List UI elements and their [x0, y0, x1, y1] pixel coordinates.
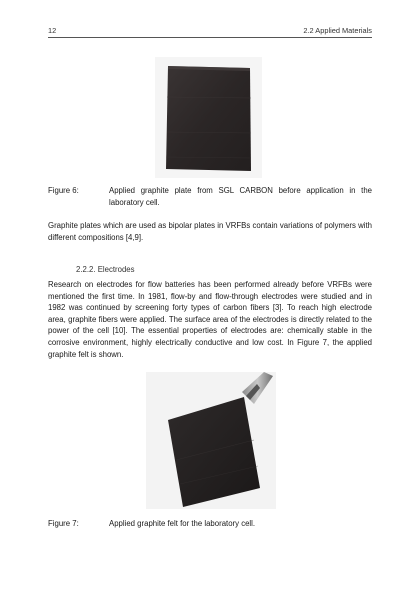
paragraph-bipolar-plates: Graphite plates which are used as bipolar plates in VRFBs contain variations of polymers with different compositions [4,9].	[48, 221, 372, 242]
figure-7-label: Figure 7:	[48, 519, 79, 528]
graphite-plate-image	[155, 57, 262, 178]
page-number: 12	[48, 26, 57, 35]
graphite-felt-image	[146, 372, 276, 509]
graphite-plate-photo	[155, 57, 262, 178]
figure-6-text: Applied graphite plate from SGL CARBON before application in the laboratory cell.	[109, 186, 372, 207]
page-header	[48, 25, 372, 37]
figure-7-caption	[48, 518, 372, 530]
subsection-number: 2.2.2.	[76, 265, 96, 274]
figure-6-label: Figure 6:	[48, 186, 79, 195]
running-section-title: 2.2 Applied Materials	[303, 26, 372, 35]
header-divider	[48, 37, 372, 38]
subsection-heading	[76, 264, 135, 276]
figure-7-text: Applied graphite felt for the laboratory cell.	[109, 519, 256, 528]
subsection-title: Electrodes	[97, 265, 135, 274]
paragraph-electrodes: Research on electrodes for flow batteries has been performed already before VRFBs were mentioned the first time. In 1981, flow-by and flow-through electrodes were studied and in 1982 was continued by screening forty types of carbon fibers [3]. To reach high electrode area, graphite fibers were applied. The surface area of the electrodes is directly related to the power of the cell [10]. The essential properties of electrodes are: chemically stable in the corrosive environment, highly electrically conductive and low cost. In Figure 7, the applied graphite felt is shown.	[48, 280, 372, 359]
graphite-felt-photo	[146, 372, 276, 509]
figure-6-caption	[48, 185, 372, 209]
